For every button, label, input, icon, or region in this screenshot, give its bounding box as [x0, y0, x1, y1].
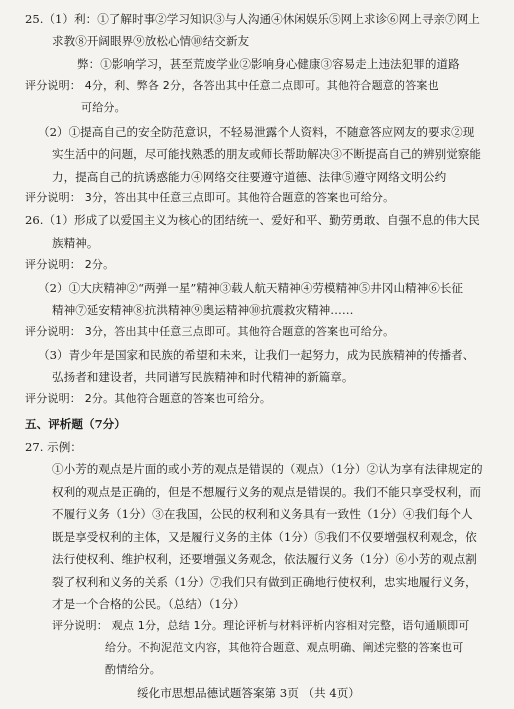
answer-text-line: 力，提高自己的抗诱惑能力④网络交往要遵守道德、法律⑤遵守网络文明公约 — [52, 170, 447, 184]
answer-text-line: 既是享受权利的主体，又是履行义务的主体（1分）⑤我们不仅要增强权利观念，依 — [52, 530, 477, 544]
scoring-note-line: 评分说明： 2分。 — [25, 258, 115, 271]
answer-text-line: 实生活中的问题，尽可能找熟悉的朋友或师长帮助解决③不断提高自己的辨别觉察能 — [52, 147, 481, 161]
answer-text-line: 26.（1）形成了以爱国主义为核心的团结统一、爱好和平、勤劳勇敢、自强不息的伟大民 — [25, 213, 480, 227]
scoring-note-line: 评分说明： 3分，答出其中任意三点即可。其他符合题意的答案也可给分。 — [25, 325, 395, 338]
answer-text-line: 求教⑧开阔眼界⑨放松心情⑩结交新友 — [52, 34, 250, 48]
scoring-note-line: 评分说明： 3分，答出其中任意三点即可。其他符合题意的答案也可给分。 — [25, 191, 395, 204]
answer-text-line: 弊：①影响学习，甚至荒废学业②影响身心健康③容易走上违法犯罪的道路 — [77, 57, 460, 71]
answer-text-line: 25.（1）利：①了解时事②学习知识③与人沟通④休闲娱乐⑤网上求诊⑥网上寻亲⑦网上 — [25, 12, 480, 26]
scoring-note-line: 给分。不拘泥范文内容，其他符合题意、观点明确、阐述完整的答案也可 — [105, 641, 464, 654]
answer-text-line: （2）①提高自己的安全防范意识，不轻易泄露个人资料，不随意答应网友的要求②现 — [38, 125, 475, 139]
answer-text-line: 五、评析题（7分） — [25, 417, 126, 431]
answer-text-line: 族精神。 — [52, 236, 99, 250]
page-footer: 绥化市思想品德试题答案第 3页 （共 4页） — [137, 686, 360, 700]
answer-text-line: 不履行义务（1分）③在我国，公民的权利和义务具有一致性（1分）④我们每个人 — [52, 507, 473, 521]
answer-text-line: （2）①大庆精神②“两弹一星”精神③载人航天精神④劳模精神⑤井冈山精神⑥长征 — [38, 281, 464, 295]
answer-text-line: 权利的观点是正确的，但是不想履行义务的观点是错误的。我们不能只享受权利，而 — [52, 485, 481, 499]
answer-text-line: ①小芳的观点是片面的或小芳的观点是错误的（观点）（1分）②认为享有法律规定的 — [52, 462, 483, 476]
scoring-note-line: 评分说明： 2分。其他符合题意的答案也可给分。 — [25, 392, 272, 405]
answer-text-line: （3）青少年是国家和民族的希望和未来，让我们一起努力，成为民族精神的传播者、 — [38, 348, 475, 362]
scoring-note-line: 评分说明： 观点 1分，总结 1分。理论评析与材料评析内容相对完整，语句通顺即可 — [52, 619, 470, 632]
answer-text-line: 才是一个合格的公民。（总结）（1分） — [52, 597, 245, 611]
answer-text-line: 弘扬者和建设者，共同谱写民族精神和时代精神的新篇章。 — [52, 370, 354, 384]
answer-text-line: 精神⑦延安精神⑧抗洪精神⑨奥运精神⑩抗震救灾精神…… — [52, 303, 354, 317]
scoring-note-line: 可给分。 — [81, 101, 126, 114]
scoring-note-line: 酌情给分。 — [105, 663, 161, 676]
scoring-note-line: 评分说明： 4分，利、弊各 2分，各答出其中任意二点即可。其他符合题意的答案也 — [25, 79, 439, 92]
answer-text-line: 裂了权利和义务的关系（1分）⑦我们只有做到正确地行使权利，忠实地履行义务， — [52, 575, 477, 589]
answer-text-line: 法行使权利、维护权利，还要增强义务观念，依法履行义务（1分）⑥小芳的观点割 — [52, 552, 477, 566]
answer-text-line: 27. 示例： — [25, 440, 82, 454]
